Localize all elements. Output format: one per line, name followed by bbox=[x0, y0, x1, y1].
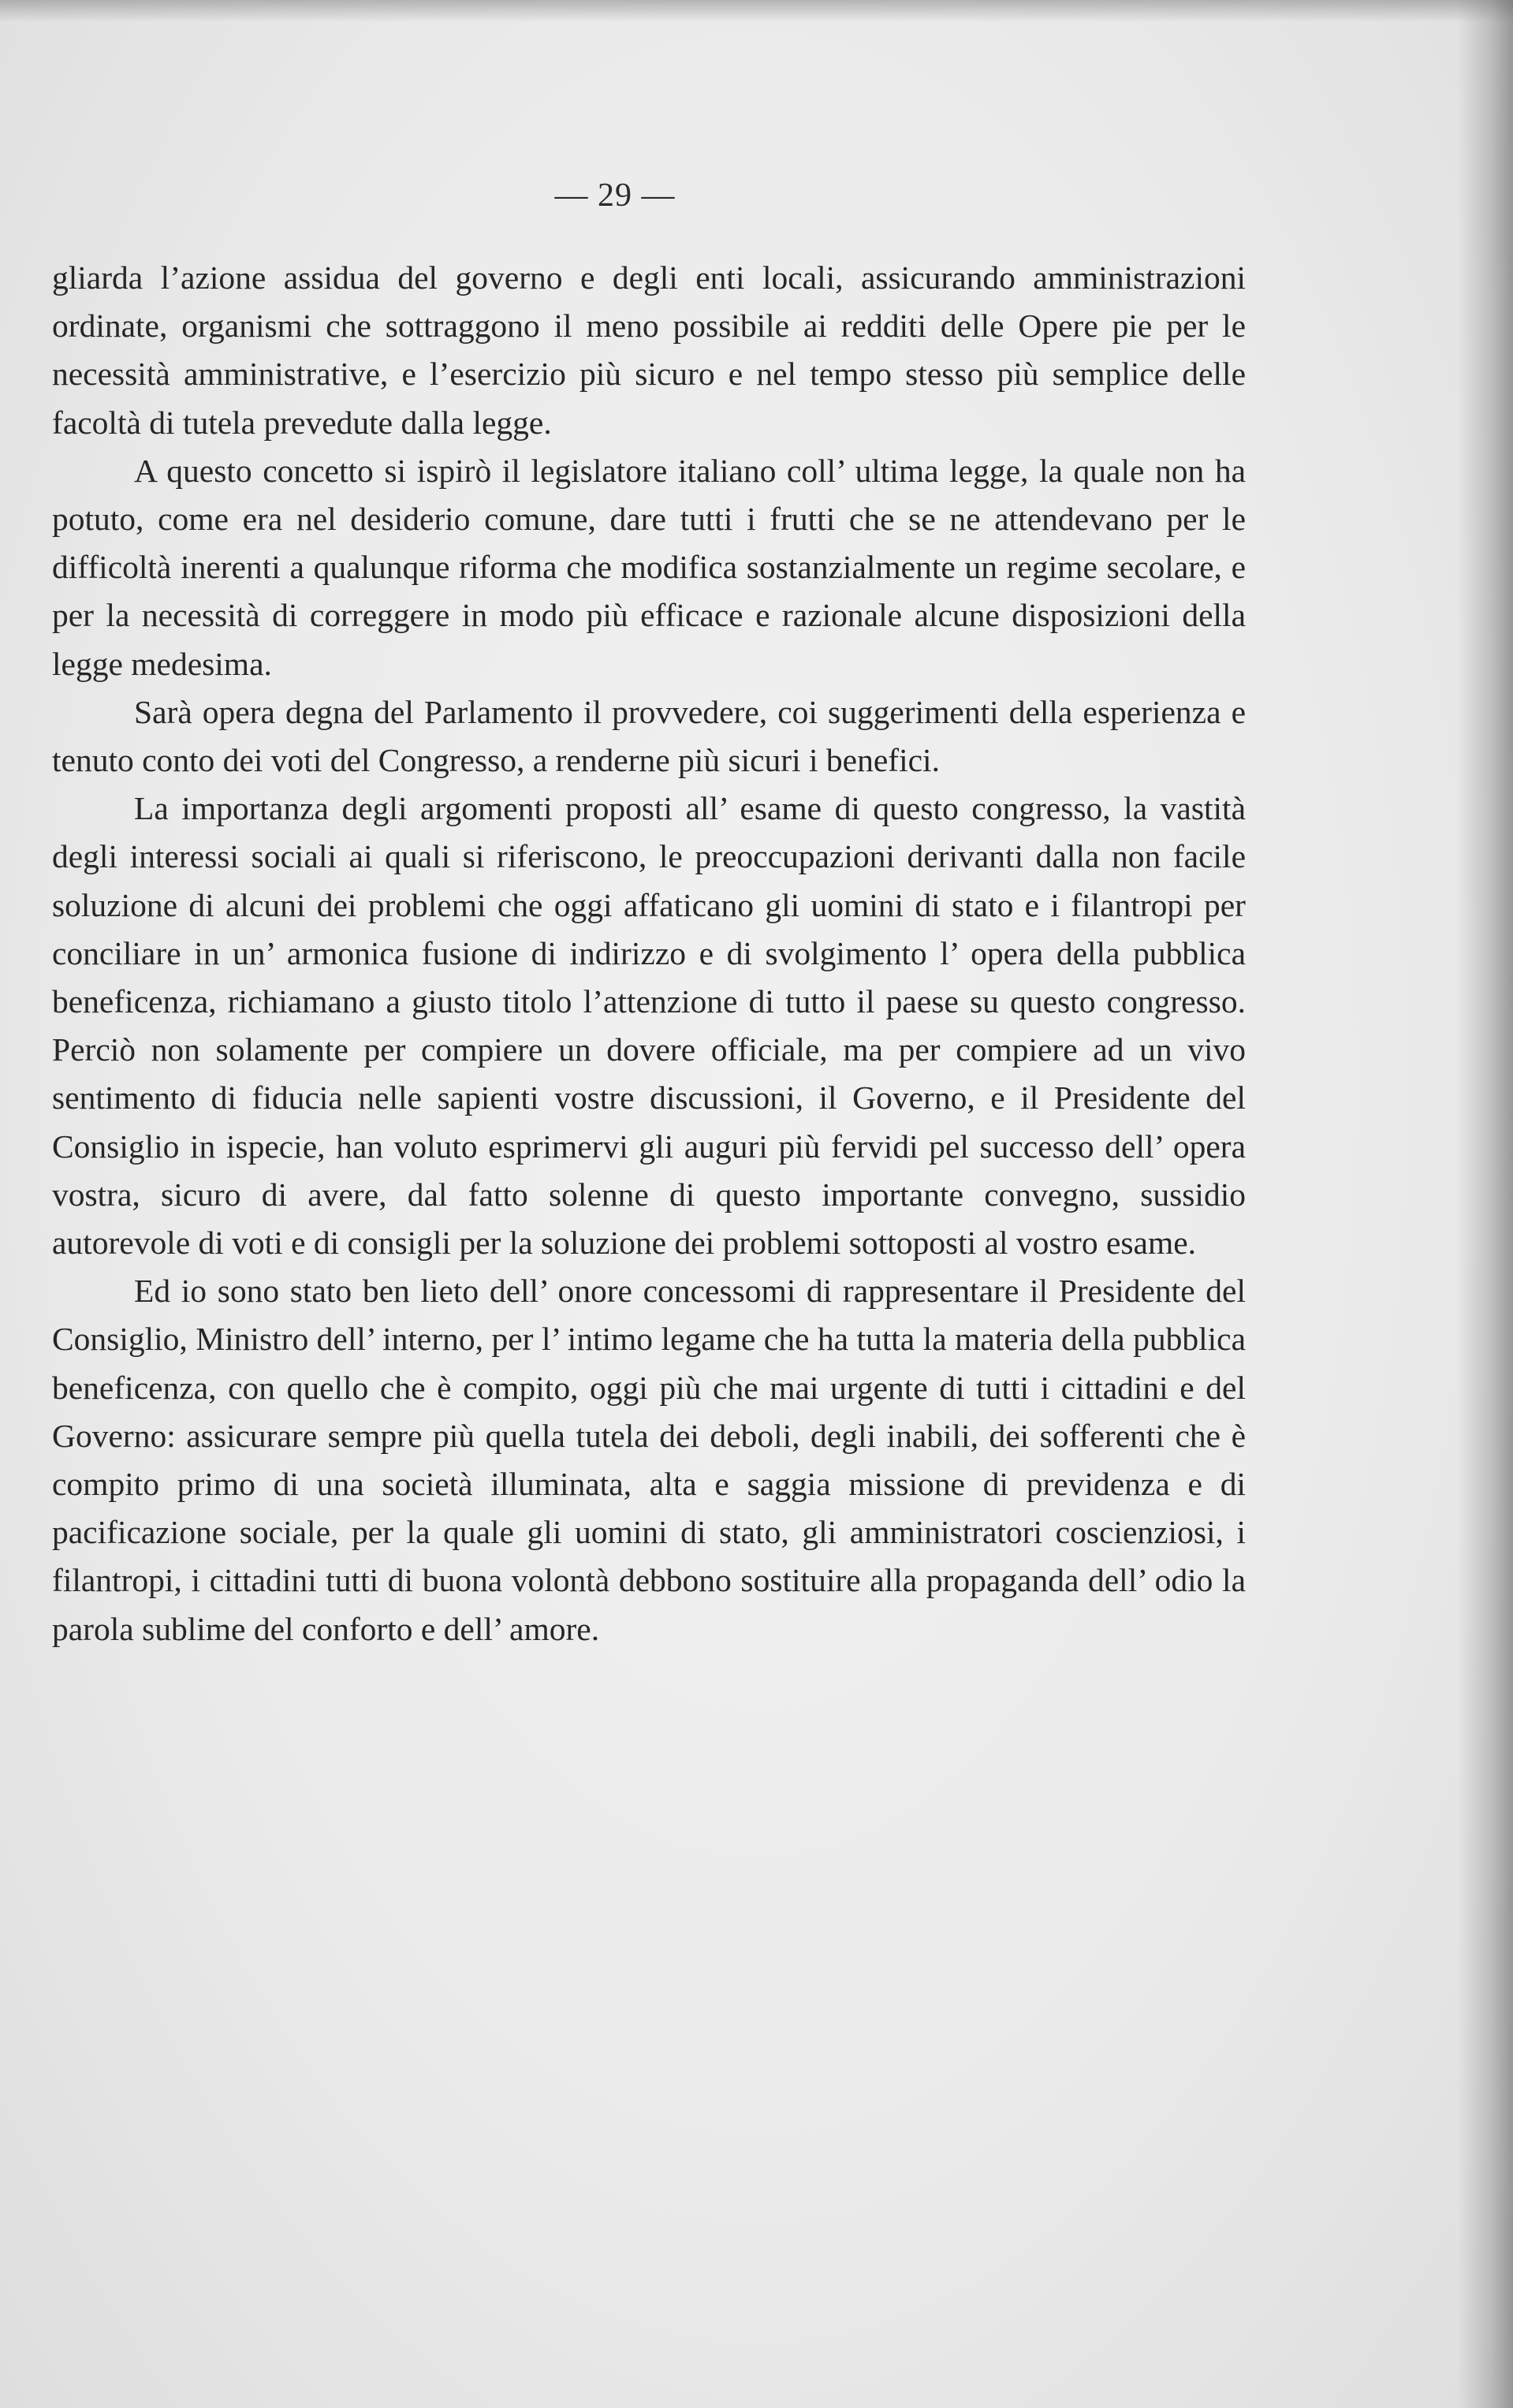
paragraph-5: Ed io sono stato ben lieto dell’ onore concessomi di rappresentare il Presidente del Consiglio, Ministro dell’ interno, per l’ intimo legame che ha tutta la materia della pubblica beneficenza, con quello che è compito, oggi più che mai urgente di tutti i cittadini e del Governo: assicurare sempre più quella tutela dei deboli, degli inabili, dei sofferenti che è compito primo di una società illuminata, alta e saggia missione di previdenza e di pacificazione sociale, per la quale gli uomini di stato, gli amministratori coscienziosi, i filantropi, i cittadini tutti di buona volontà debbono sostituire alla propaganda dell’ odio la parola sublime del conforto e dell’ amore. bbox=[52, 1273, 1246, 1647]
paragraph-4: La importanza degli argomenti proposti all’ esame di questo congresso, la vastità degli interessi sociali ai quali si riferiscono, le preoccupazioni derivanti dalla non facile soluzione di alcuni dei problemi che oggi affaticano gli uomini di stato e i filantropi per conciliare in un’ armonica fusione di indirizzo e di svolgimento l’ opera della pubblica beneficenza, richiamano a giusto titolo l’attenzione di tutto il paese su questo congresso. Perciò non solamente per compiere un dovere officiale, ma per compiere ad un vivo sentimento di fiducia nelle sapienti vostre discussioni, il Governo, e il Presidente del Consiglio in ispecie, han voluto esprimervi gli auguri più fervidi pel successo dell’ opera vostra, sicuro di avere, dal fatto solenne di questo importante convegno, sussidio autorevole di voti e di consigli per la soluzione dei problemi sottoposti al vostro esame. bbox=[52, 790, 1246, 1262]
scan-edge-shadow bbox=[1458, 0, 1513, 2408]
scan-top-shadow bbox=[0, 0, 1513, 22]
paragraph-3: Sarà opera degna del Parlamento il provvedere, coi suggerimenti della esperienza e tenuto conto dei voti del Congresso, a renderne più sicuri i benefici. bbox=[52, 693, 1246, 779]
paragraph-1: gliarda l’azione assidua del governo e degli enti locali, assicurando amministrazioni ordinate, organismi che sottraggono il meno possibile ai redditi delle Opere pie per le necessità amministrative, e l’esercizio più sicuro e nel tempo stesso più semplice delle facoltà di tutela prevedute dalla legge. bbox=[52, 259, 1246, 441]
body-text bbox=[52, 254, 1246, 1653]
page-number: — 29 — bbox=[554, 177, 676, 214]
paragraph-2: A questo concetto si ispirò il legislatore italiano coll’ ultima legge, la quale non ha potuto, come era nel desiderio comune, dare tutti i frutti che se ne attendevano per le difficoltà inerenti a qualunque riforma che modifica sostanzialmente un regime secolare, e per la necessità di correggere in modo più efficace e razionale alcune disposizioni della legge medesima. bbox=[52, 452, 1246, 682]
